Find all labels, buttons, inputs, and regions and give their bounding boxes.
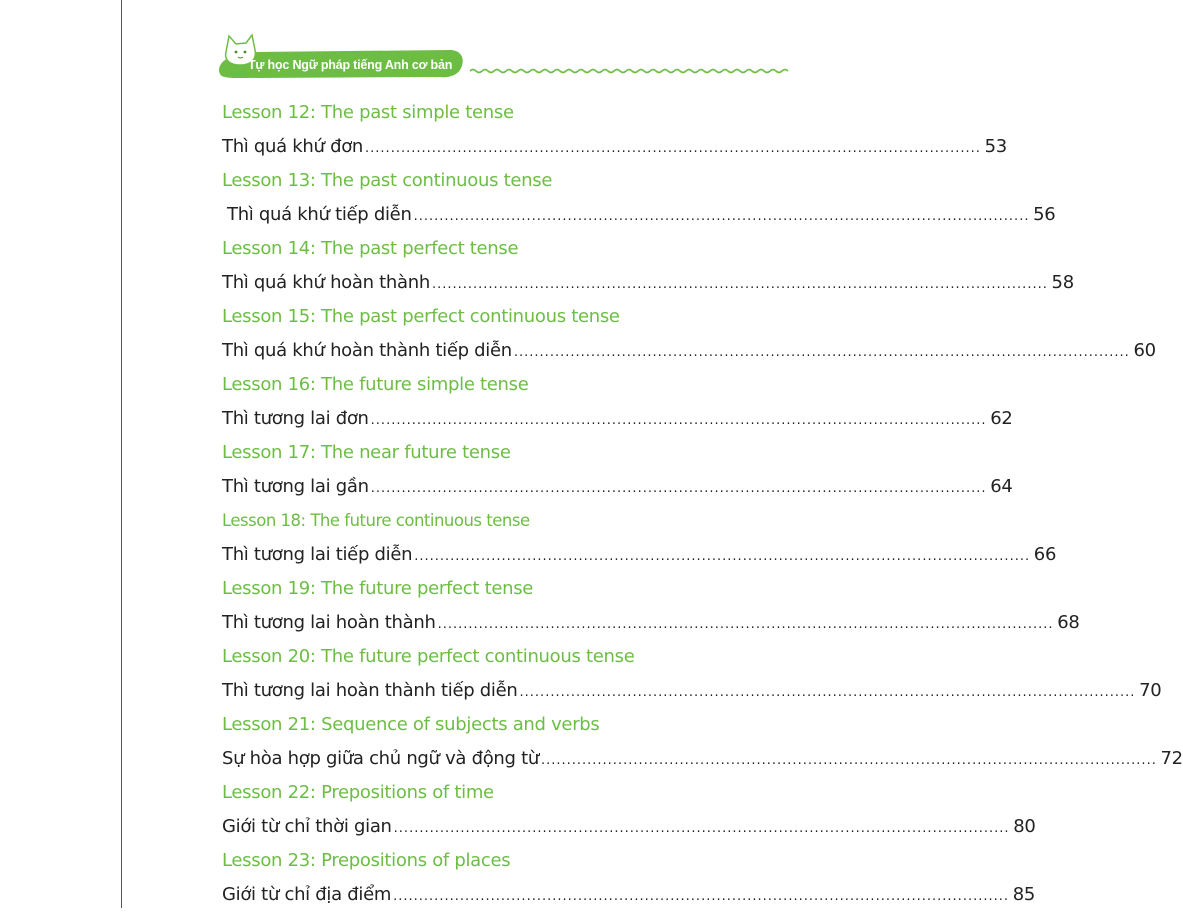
running-header: [212, 30, 802, 86]
leader-dots: ........................................................................................................................: [519, 685, 1136, 700]
toc-line: [222, 266, 1074, 300]
page-number: 80: [1013, 816, 1036, 837]
vi-title: Giới từ chỉ thời gian: [222, 816, 392, 837]
toc-entry: [222, 436, 1013, 504]
toc-line: [222, 878, 1036, 912]
lesson-title: Lesson 22: Prepositions of time: [222, 782, 494, 803]
toc-line: [222, 538, 1057, 572]
lesson-title: Lesson 23: Prepositions of places: [222, 850, 511, 871]
toc-line: [222, 334, 1156, 368]
toc-entry: [222, 708, 1183, 776]
lesson-title: Lesson 20: The future perfect continuous tense: [222, 646, 635, 667]
leader-dots: ........................................................................................................................: [370, 481, 987, 496]
vi-title: Thì tương lai tiếp diễn: [222, 544, 413, 565]
toc-line: [222, 742, 1183, 776]
toc-entry: [222, 776, 1036, 844]
lesson-title: Lesson 13: The past continuous tense: [222, 170, 553, 191]
table-of-contents: [222, 96, 1183, 912]
toc-line: [222, 606, 1080, 640]
lesson-title: Lesson 18: The future continuous tense: [222, 511, 530, 530]
page-number: 60: [1133, 340, 1156, 361]
vi-title: Thì tương lai hoàn thành tiếp diễn: [222, 680, 518, 701]
page-number: 62: [990, 408, 1013, 429]
toc-entry: [222, 844, 1036, 912]
toc-line: [222, 198, 1056, 232]
leader-dots: ........................................................................................................................: [413, 209, 1030, 224]
vi-title: Thì tương lai gần: [222, 476, 369, 497]
page-number: 56: [1033, 204, 1056, 225]
vi-title: Thì quá khứ hoàn thành: [222, 272, 430, 293]
page-number: 85: [1012, 884, 1036, 905]
leader-dots: ........................................................................................................................: [540, 753, 1157, 768]
vi-title: Thì quá khứ đơn: [222, 136, 364, 157]
leader-dots: ........................................................................................................................: [370, 413, 987, 428]
page-number: 68: [1057, 612, 1080, 633]
toc-line: [222, 674, 1162, 708]
toc-entry: [222, 572, 1080, 640]
lesson-title: Lesson 12: The past simple tense: [222, 102, 514, 123]
toc-entry: [222, 368, 1013, 436]
vi-title: Thì quá khứ hoàn thành tiếp diễn: [222, 340, 512, 361]
leader-dots: ........................................................................................................................: [393, 821, 1010, 836]
page-number: 64: [990, 476, 1013, 497]
lesson-title: Lesson 21: Sequence of subjects and verbs: [222, 714, 600, 735]
leader-dots: ........................................................................................................................: [365, 141, 981, 156]
lesson-title: Lesson 14: The past perfect tense: [222, 238, 519, 259]
lesson-title: Lesson 16: The future simple tense: [222, 374, 529, 395]
page-number: 53: [984, 136, 1007, 157]
lesson-title: Lesson 19: The future perfect tense: [222, 578, 534, 599]
vi-title: Thì tương lai hoàn thành: [222, 612, 436, 633]
toc-line: [222, 130, 1007, 164]
lesson-title: Lesson 15: The past perfect continuous tense: [222, 306, 620, 327]
toc-entry: [222, 96, 1007, 164]
vi-title: Thì tương lai đơn: [222, 408, 369, 429]
leader-dots: ........................................................................................................................: [431, 277, 1048, 292]
leader-dots: ........................................................................................................................: [437, 617, 1054, 632]
leader-dots: ........................................................................................................................: [513, 345, 1130, 360]
header-title: Tự học Ngữ pháp tiếng Anh cơ bản: [248, 58, 453, 72]
page-number: 66: [1033, 544, 1057, 565]
toc-entry: [222, 232, 1074, 300]
lesson-title: Lesson 17: The near future tense: [222, 442, 511, 463]
toc-entry: [222, 640, 1162, 708]
toc-line: [222, 470, 1013, 504]
page-number: 58: [1051, 272, 1074, 293]
page-binding-line: [121, 0, 122, 908]
leader-dots: ........................................................................................................................: [393, 889, 1010, 904]
toc-entry: [222, 504, 1057, 572]
toc-line: [222, 402, 1013, 436]
toc-entry: [222, 300, 1156, 368]
vi-title: Thì quá khứ tiếp diễn: [227, 204, 412, 225]
page-number: 72: [1160, 748, 1183, 769]
toc-entry: [222, 164, 1056, 232]
page-number: 70: [1139, 680, 1162, 701]
vi-title: Giới từ chỉ địa điểm: [222, 884, 392, 905]
vi-title: Sự hòa hợp giữa chủ ngữ và động từ: [222, 748, 539, 769]
toc-line: [222, 810, 1036, 844]
header-wavy-line: [470, 70, 788, 73]
leader-dots: ........................................................................................................................: [414, 549, 1031, 564]
